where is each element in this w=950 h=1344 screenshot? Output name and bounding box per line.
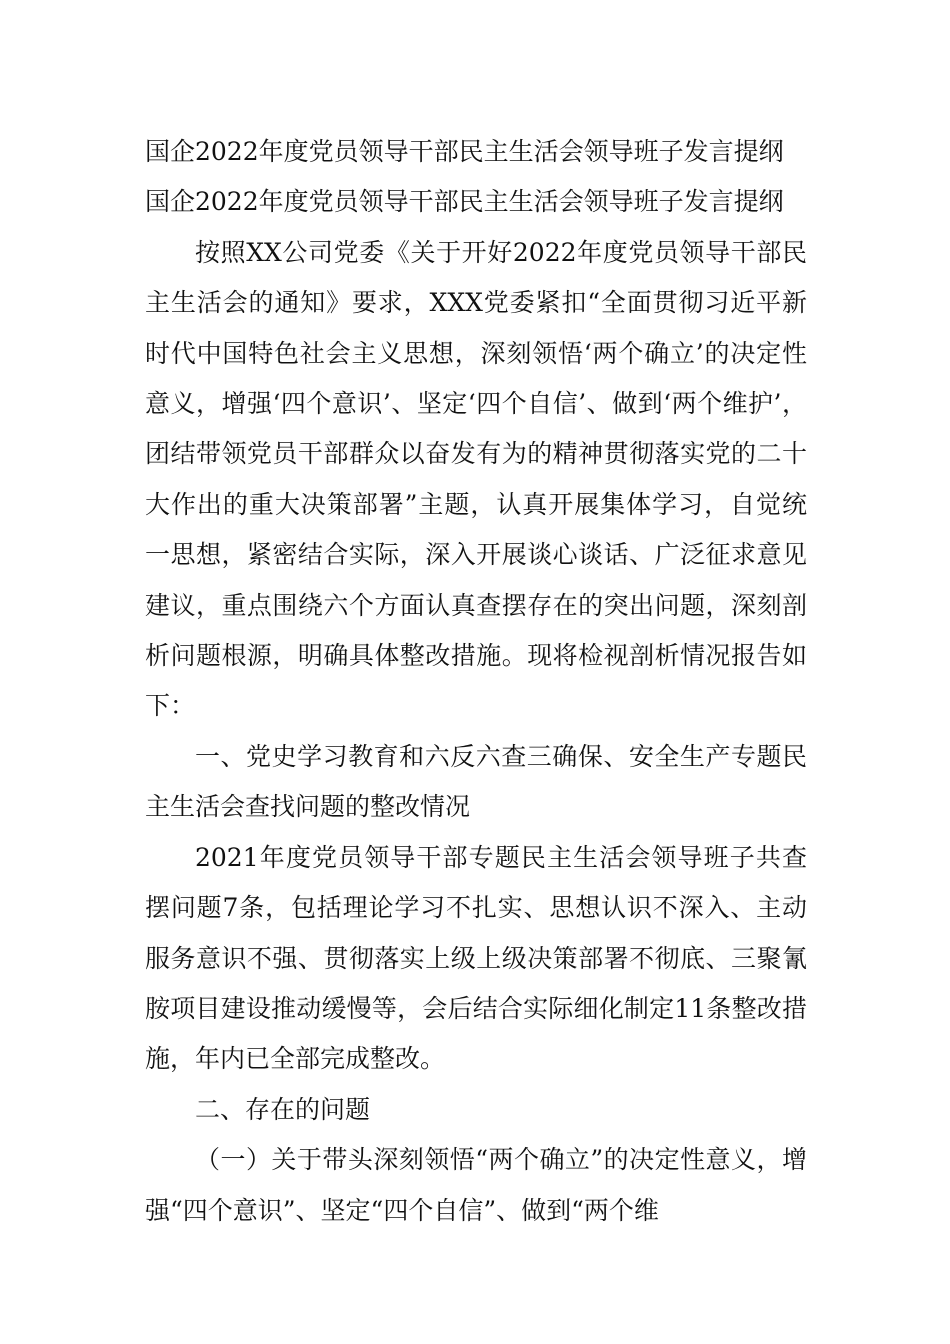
document-title: 国企2022年度党员领导干部民主生活会领导班子发言提纲 [145, 137, 784, 166]
subsection-heading-1: （一）关于带头深刻领悟“两个确立”的决定性意义，增强“四个意识”、坚定“四个自信”、做到“两个维 [145, 1145, 807, 1225]
section-1-paragraph: 2021年度党员领导干部专题民主生活会领导班子共查摆问题7条，包括理论学习不扎实、思想认识不深入、主动服务意识不强、贯彻落实上级上级决策部署不彻底、三聚氰胺项目建设推动缓慢等，会后结合实际细化制定11条整改措施，年内已全部完成整改。 [145, 842, 807, 1074]
intro-paragraph: 按照XX公司党委《关于开好2022年度党员领导干部民主生活会的通知》要求，XXX党委紧扣“全面贯彻习近平新时代中国特色社会主义思想，深刻领悟‘两个确立’的决定性意义，增强‘四个意识’、坚定‘四个自信’、做到‘两个维护’，团结带领党员干部群众以奋发有为的精神贯彻落实党的二十大作出的重大决策部署”主题，认真开展集体学习，自觉统一思想，紧密结合实际，深入开展谈心谈话、广泛征求意见建议，重点围绕六个方面认真查摆存在的突出问题，深刻剖析问题根源，明确具体整改措施。现将检视剖析情况报告如下： [145, 237, 807, 721]
section-heading-2: 二、存在的问题 [195, 1094, 371, 1124]
section-heading-1: 一、党史学习教育和六反六查三确保、安全生产专题民主生活会查找问题的整改情况 [145, 741, 807, 822]
document-title-repeat: 国企2022年度党员领导干部民主生活会领导班子发言提纲 [145, 187, 784, 217]
document-body [145, 127, 807, 1236]
